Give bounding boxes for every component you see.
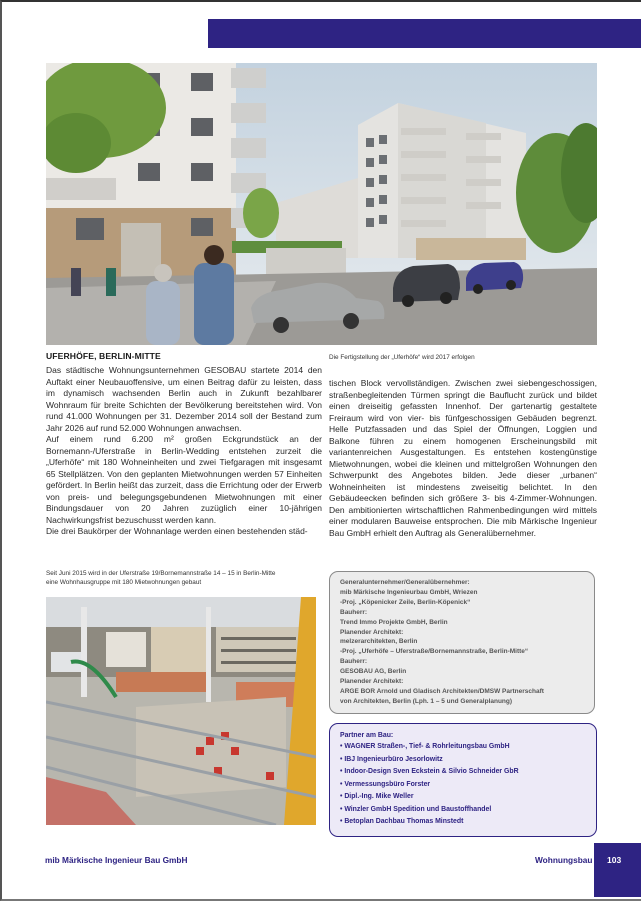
site-caption-line: eine Wohnhausgruppe mit 180 Mietwohnungen gebaut	[46, 579, 202, 586]
partner-item: • IBJ Ingenieurbüro Jesorlowitz	[340, 755, 443, 763]
partner-item: • Betoplan Dachbau Thomas Minstedt	[340, 818, 464, 825]
article-right-column	[329, 378, 597, 539]
construction-site-image	[46, 597, 316, 825]
hero-caption: Die Fertigstellung der „Uferhöfe“ wird 2017 erfolgen	[329, 354, 475, 361]
footer-publisher: mib Märkische Ingenieur Bau GmbH	[45, 855, 188, 865]
page-number: 103	[607, 855, 622, 865]
credits-line: Planender Architekt:	[340, 678, 404, 686]
partner-item: • Winzler GmbH Spedition und Baustoffhandel	[340, 805, 492, 813]
credits-line: Generalunternehmer/Generalübernehmer:	[340, 579, 470, 586]
partner-item: • Indoor-Design Sven Eckstein & Silvio Schneider GbR	[340, 768, 519, 775]
page-number-tab	[594, 843, 641, 897]
article-paragraph: Das städtische Wohnungsunternehmen GESOBAU startete 2014 den Auftakt einer Neubauoffensive, um einen Beitrag dafür zu leisten, dass im dynamisch wachsenden Berlin auch in Zukunft bezahlbarer Wohnraum für breite Schichten der Bevölkerung bereitstehen wird. Von rund 41.000 Wohnungen per 31. Dezember 2014 soll der Bestand zum Jahr 2026 auf rund 52.000 Wohnungen anwachsen.	[46, 365, 322, 433]
article-heading: UFERHÖFE, BERLIN-MITTE	[46, 351, 161, 361]
site-caption	[46, 569, 275, 587]
credits-line: Trend Immo Projekte GmbH, Berlin	[340, 618, 448, 626]
article-paragraph: Die drei Baukörper der Wohnanlage werden einen bestehenden städ-	[46, 526, 308, 536]
rendering-illustration	[46, 63, 597, 345]
hero-rendering-image	[46, 63, 597, 345]
credits-line: ARGE BOR Arnold und Gladisch Architekten/DMSW Partnerschaft	[340, 687, 544, 695]
article-paragraph: Auf einem rund 6.200 m² großen Eckgrundstück an der Bornemann-/Uferstraße in Berlin-Wedding entstehen zurzeit die „Uferhöfe“ mit 180 Wohneinheiten und zwei Tiefgaragen mit insgesamt 65 Stellplätzen. Von den geplanten Mietwohnungen werden 57 Einheiten gefördert. In Berlin heißt das zurzeit, dass die Errichtung oder der Erwerb von preis- und belegungsgebundenen Mietwohnungen mit einer Bindungsdauer von 20 Jahren zuzüglich einer 10-jährigen Nachwirkungsfrist bezuschusst werden kann.	[46, 434, 322, 525]
article-paragraph: tischen Block vervollständigen. Zwischen zwei siebengeschossigen, straßenbegleitenden Türmen springt die Bauflucht zurück und bildet einen dreiseitig gefassten Innenhof. Der gartenartig gestaltete Freiraum wird von vier- bis fünfgeschossigen Gebäuden begrenzt. Helle Putzfassaden und das Spiel der Öffnungen, Loggien und Balkone führen zu einem homogenen Erscheinungsbild mit variantenreichen Ausgestaltungen. Es entstehen kostengünstige Mietwohnungen, wobei die kleinen und mittelgroßen Wohnungen den Schwerpunkt des Angebotes bilden. Jede dieser „urbanen“ Wohneinheiten ist mindestens zweiseitig belichtet. In den Gebäudeecken befinden sich größere 3- bis 4-Zimmer-Wohnungen. Den ambitionierten wirtschaftlichen Rahmenbedingungen wird mittels einer modularen Bauweise entsprochen. Die mib Märkische Ingenieur Bau GmbH erhielt den Auftrag als Generalübernehmer.	[329, 378, 597, 538]
site-caption-line: Seit Juni 2015 wird in der Uferstraße 19/Bornemannstraße 14 – 15 in Berlin-Mitte	[46, 570, 276, 577]
footer-section: Wohnungsbau	[535, 855, 593, 865]
partner-item: • WAGNER Straßen-, Tief- & Rohrleitungsbau GmbH	[340, 743, 510, 750]
article-left-column	[46, 365, 322, 538]
credits-line: GESOBAU AG, Berlin	[340, 668, 407, 676]
partners-box	[329, 723, 597, 837]
partners-title: Partner am Bau:	[340, 732, 394, 739]
project-credits-box	[329, 571, 595, 714]
credits-line: mib Märkische Ingenieurbau GmbH, Wriezen	[340, 588, 478, 596]
construction-illustration	[46, 597, 316, 825]
partner-item: • Vermessungsbüro Forster	[340, 780, 431, 788]
credits-line: Planender Architekt:	[340, 628, 404, 636]
credits-line: Bauherr:	[340, 658, 368, 666]
credits-line: Bauherr:	[340, 608, 368, 616]
credits-line: von Architekten, Berlin (Lph. 1 – 5 und Generalplanung)	[340, 697, 513, 705]
header-color-bar	[208, 19, 641, 48]
credits-line: -Proj. „Uferhöfe – Uferstraße/Bornemannstraße, Berlin-Mitte“	[340, 648, 529, 656]
credits-line: -Proj. „Köpenicker Zeile, Berlin-Köpenick“	[340, 598, 471, 606]
credits-line: melzerarchitekten, Berlin	[340, 638, 418, 646]
partner-item: • Dipl.-Ing. Mike Weller	[340, 793, 414, 800]
